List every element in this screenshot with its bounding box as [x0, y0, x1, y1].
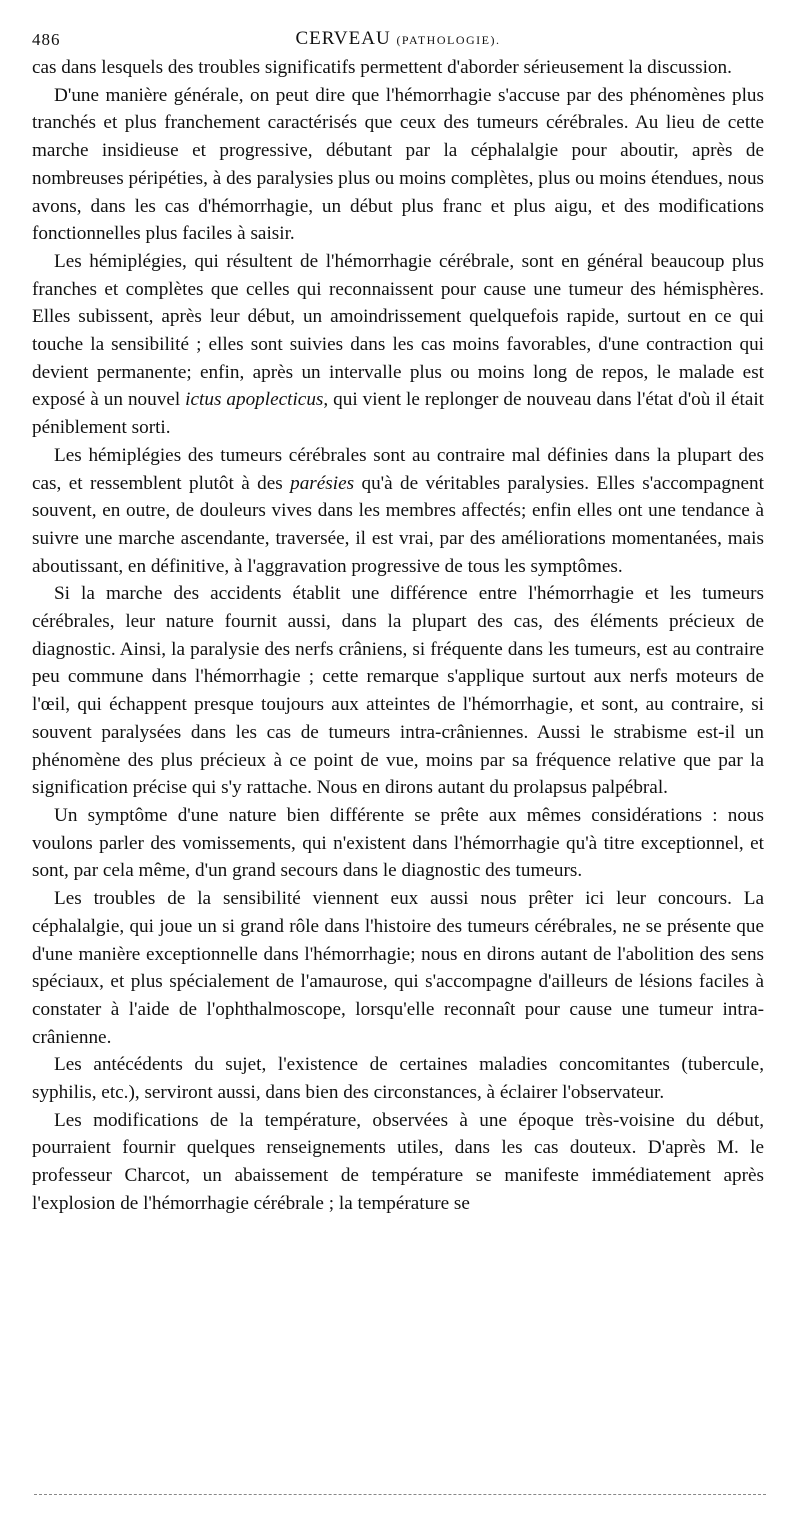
- body-text: [32, 54, 764, 1218]
- book-page: [32, 24, 764, 1218]
- paragraph-4-part-b: qu'à de véritables paralysies. Elles s'accompagnent souvent, en outre, de douleurs vives dans les membres affectés; enfin elles ont une tendance à suivre une marche ascendante, traversée, il est vrai, par des améliorations momentanées, mais aboutissant, en définitive, à l'aggravation progressive de tous les symptômes.: [32, 472, 764, 577]
- paragraph-9: Les modifications de la température, observées à une époque très-voisine du début, pourraient fournir quelques renseignements utiles, dans les cas douteux. D'après M. le professeur Charcot, un abaissement de température se manifeste immédiatement après l'explosion de l'hémorrhagie cérébrale ; la température se: [32, 1109, 764, 1214]
- paragraph-1: cas dans lesquels des troubles significatifs permettent d'aborder sérieusement la discussion.: [32, 57, 732, 78]
- paragraph-4: [32, 442, 764, 581]
- paragraph-5: Si la marche des accidents établit une différence entre l'hémorrhagie et les tumeurs cérébrales, leur nature fournit aussi, dans la plupart des cas, des éléments précieux de diagnostic. Ainsi, la paralysie des nerfs crâniens, si fréquente dans les tumeurs, est au contraire peu commune dans l'hémorrhagie ; cette remarque s'applique surtout aux nerfs moteurs de l'œil, qui échappent presque toujours aux atteintes de l'hémorrhagie, et sont, au contraire, si souvent paralysées dans les cas de tumeurs intra-crâniennes. Aussi le strabisme est-il un phénomène des plus précieux à ce point de vue, moins par sa fréquence relative que par la signification précise qui s'y rattache. Nous en dirons autant du prolapsus palpébral.: [32, 583, 764, 799]
- paragraph-3-italic: ictus apoplecticus: [185, 389, 324, 411]
- running-title-main: CERVEAU: [295, 28, 391, 49]
- running-title: [32, 28, 764, 50]
- paragraph-6: Un symptôme d'une nature bien différente se prête aux mêmes considérations : nous voulons parler des vomissements, qui n'existent dans l'hémorrhagie qu'à titre exceptionnel, et sont, par cela même, d'un grand secours dans le diagnostic des tumeurs.: [32, 804, 764, 882]
- footer-rule: [34, 1494, 766, 1495]
- running-title-section: (PATHOLOGIE).: [396, 33, 501, 47]
- paragraph-8: Les antécédents du sujet, l'existence de certaines maladies concomitantes (tubercule, syphilis, etc.), serviront aussi, dans bien des circonstances, à éclairer l'observateur.: [32, 1054, 764, 1104]
- paragraph-3: [32, 248, 764, 442]
- page-number: 486: [32, 30, 61, 49]
- paragraph-3-part-b: , qui vient le replonger de nouveau dans l'état d'où il était péniblement sorti.: [32, 389, 764, 439]
- paragraph-3-part-a: Les hémiplégies, qui résultent de l'hémorrhagie cérébrale, sont en général beaucoup plus franches et complètes que celles qui reconnaissent pour cause une tumeur des hémisphères. Elles subissent, après leur début, un amoindrissement quelquefois rapide, surtout en ce qui touche la sensibilité ; elles sont suivies dans les cas moins favorables, d'une contraction qui devient permanente; enfin, après un intervalle plus ou moins long de repos, le malade est exposé à un nouvel: [32, 250, 764, 411]
- paragraph-7: Les troubles de la sensibilité viennent eux aussi nous prêter ici leur concours. La céphalalgie, qui joue un si grand rôle dans l'histoire des tumeurs cérébrales, ne se présente que d'une manière exceptionnelle dans l'hémorrhagie; nous en dirons autant de l'abolition des sens spéciaux, et plus spécialement de l'amaurose, qui s'accompagne d'ailleurs de lésions faciles à constater à l'aide de l'ophthalmoscope, lorsqu'elle reconnaît pour cause une tumeur intra-crânienne.: [32, 888, 764, 1048]
- paragraph-2: D'une manière générale, on peut dire que l'hémorrhagie s'accuse par des phénomènes plus tranchés et plus franchement caractérisés que ceux des tumeurs cérébrales. Au lieu de cette marche insidieuse et progressive, débutant par la céphalalgie pour aboutir, après de nombreuses péripéties, à des paralysies plus ou moins complètes, plus ou moins étendues, nous avons, dans les cas d'hémorrhagie, un début plus franc et plus aigu, et des modifications fonctionnelles plus faciles à saisir.: [32, 84, 764, 245]
- paragraph-4-italic: parésies: [290, 472, 355, 494]
- paragraph-4-part-a: Les hémiplégies des tumeurs cérébrales sont au contraire mal définies dans la plupart des cas, et ressemblent plutôt à des: [32, 444, 764, 494]
- running-head: [32, 24, 764, 54]
